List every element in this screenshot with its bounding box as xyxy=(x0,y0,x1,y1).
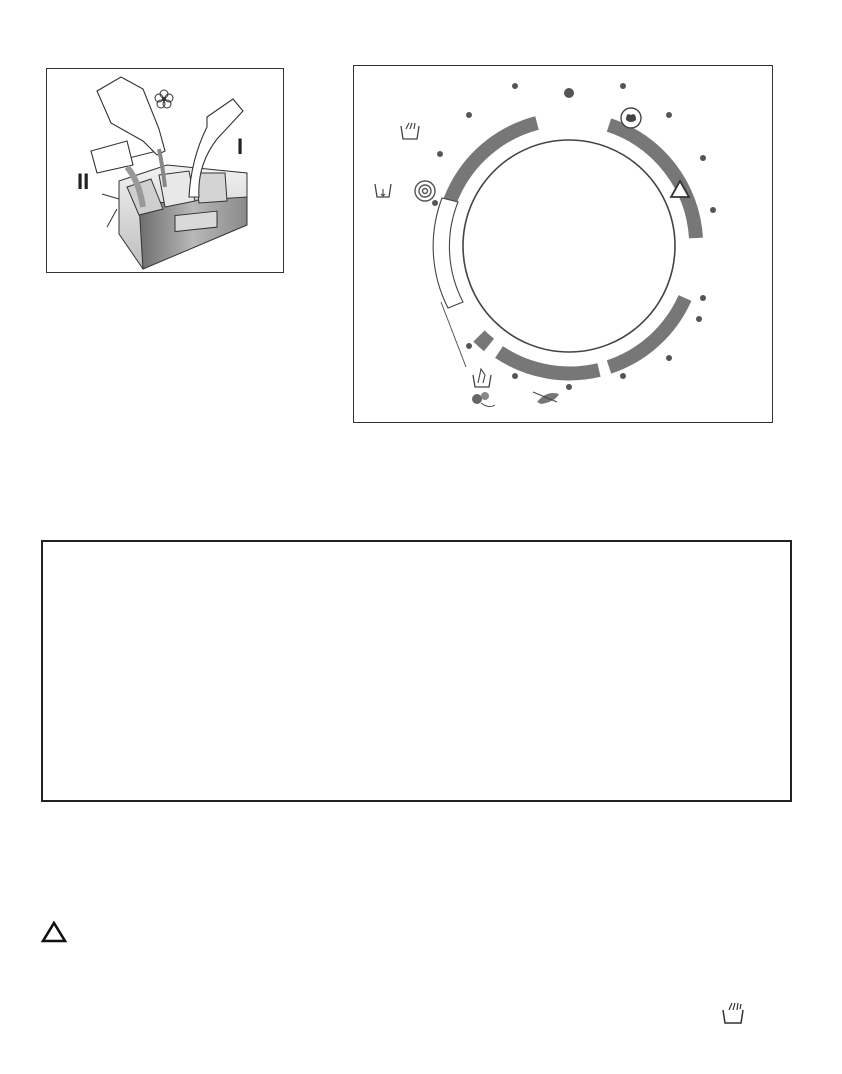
notice-box xyxy=(41,540,792,802)
prewash-icon xyxy=(718,1000,748,1026)
main-wash-label: I xyxy=(237,134,244,159)
delicates-icon xyxy=(533,392,559,404)
drain-icon xyxy=(375,184,391,197)
wool-icon xyxy=(472,392,495,407)
warning-triangle-icon xyxy=(40,920,68,944)
dial-illustration xyxy=(354,66,772,422)
spin-icon xyxy=(415,181,435,201)
programme-dial-figure xyxy=(353,65,773,423)
dial-position-dots xyxy=(432,83,716,390)
prewash-label: II xyxy=(77,169,90,194)
handwash-icon xyxy=(473,369,491,387)
detergent-dispenser-figure xyxy=(46,68,284,273)
cotton-icon xyxy=(621,108,641,128)
dial-inner-ring xyxy=(463,140,675,352)
dispenser-illustration xyxy=(47,69,283,272)
programme-arcs xyxy=(442,123,696,373)
prewash-icon xyxy=(401,123,419,139)
flower-softener-icon xyxy=(155,90,173,108)
